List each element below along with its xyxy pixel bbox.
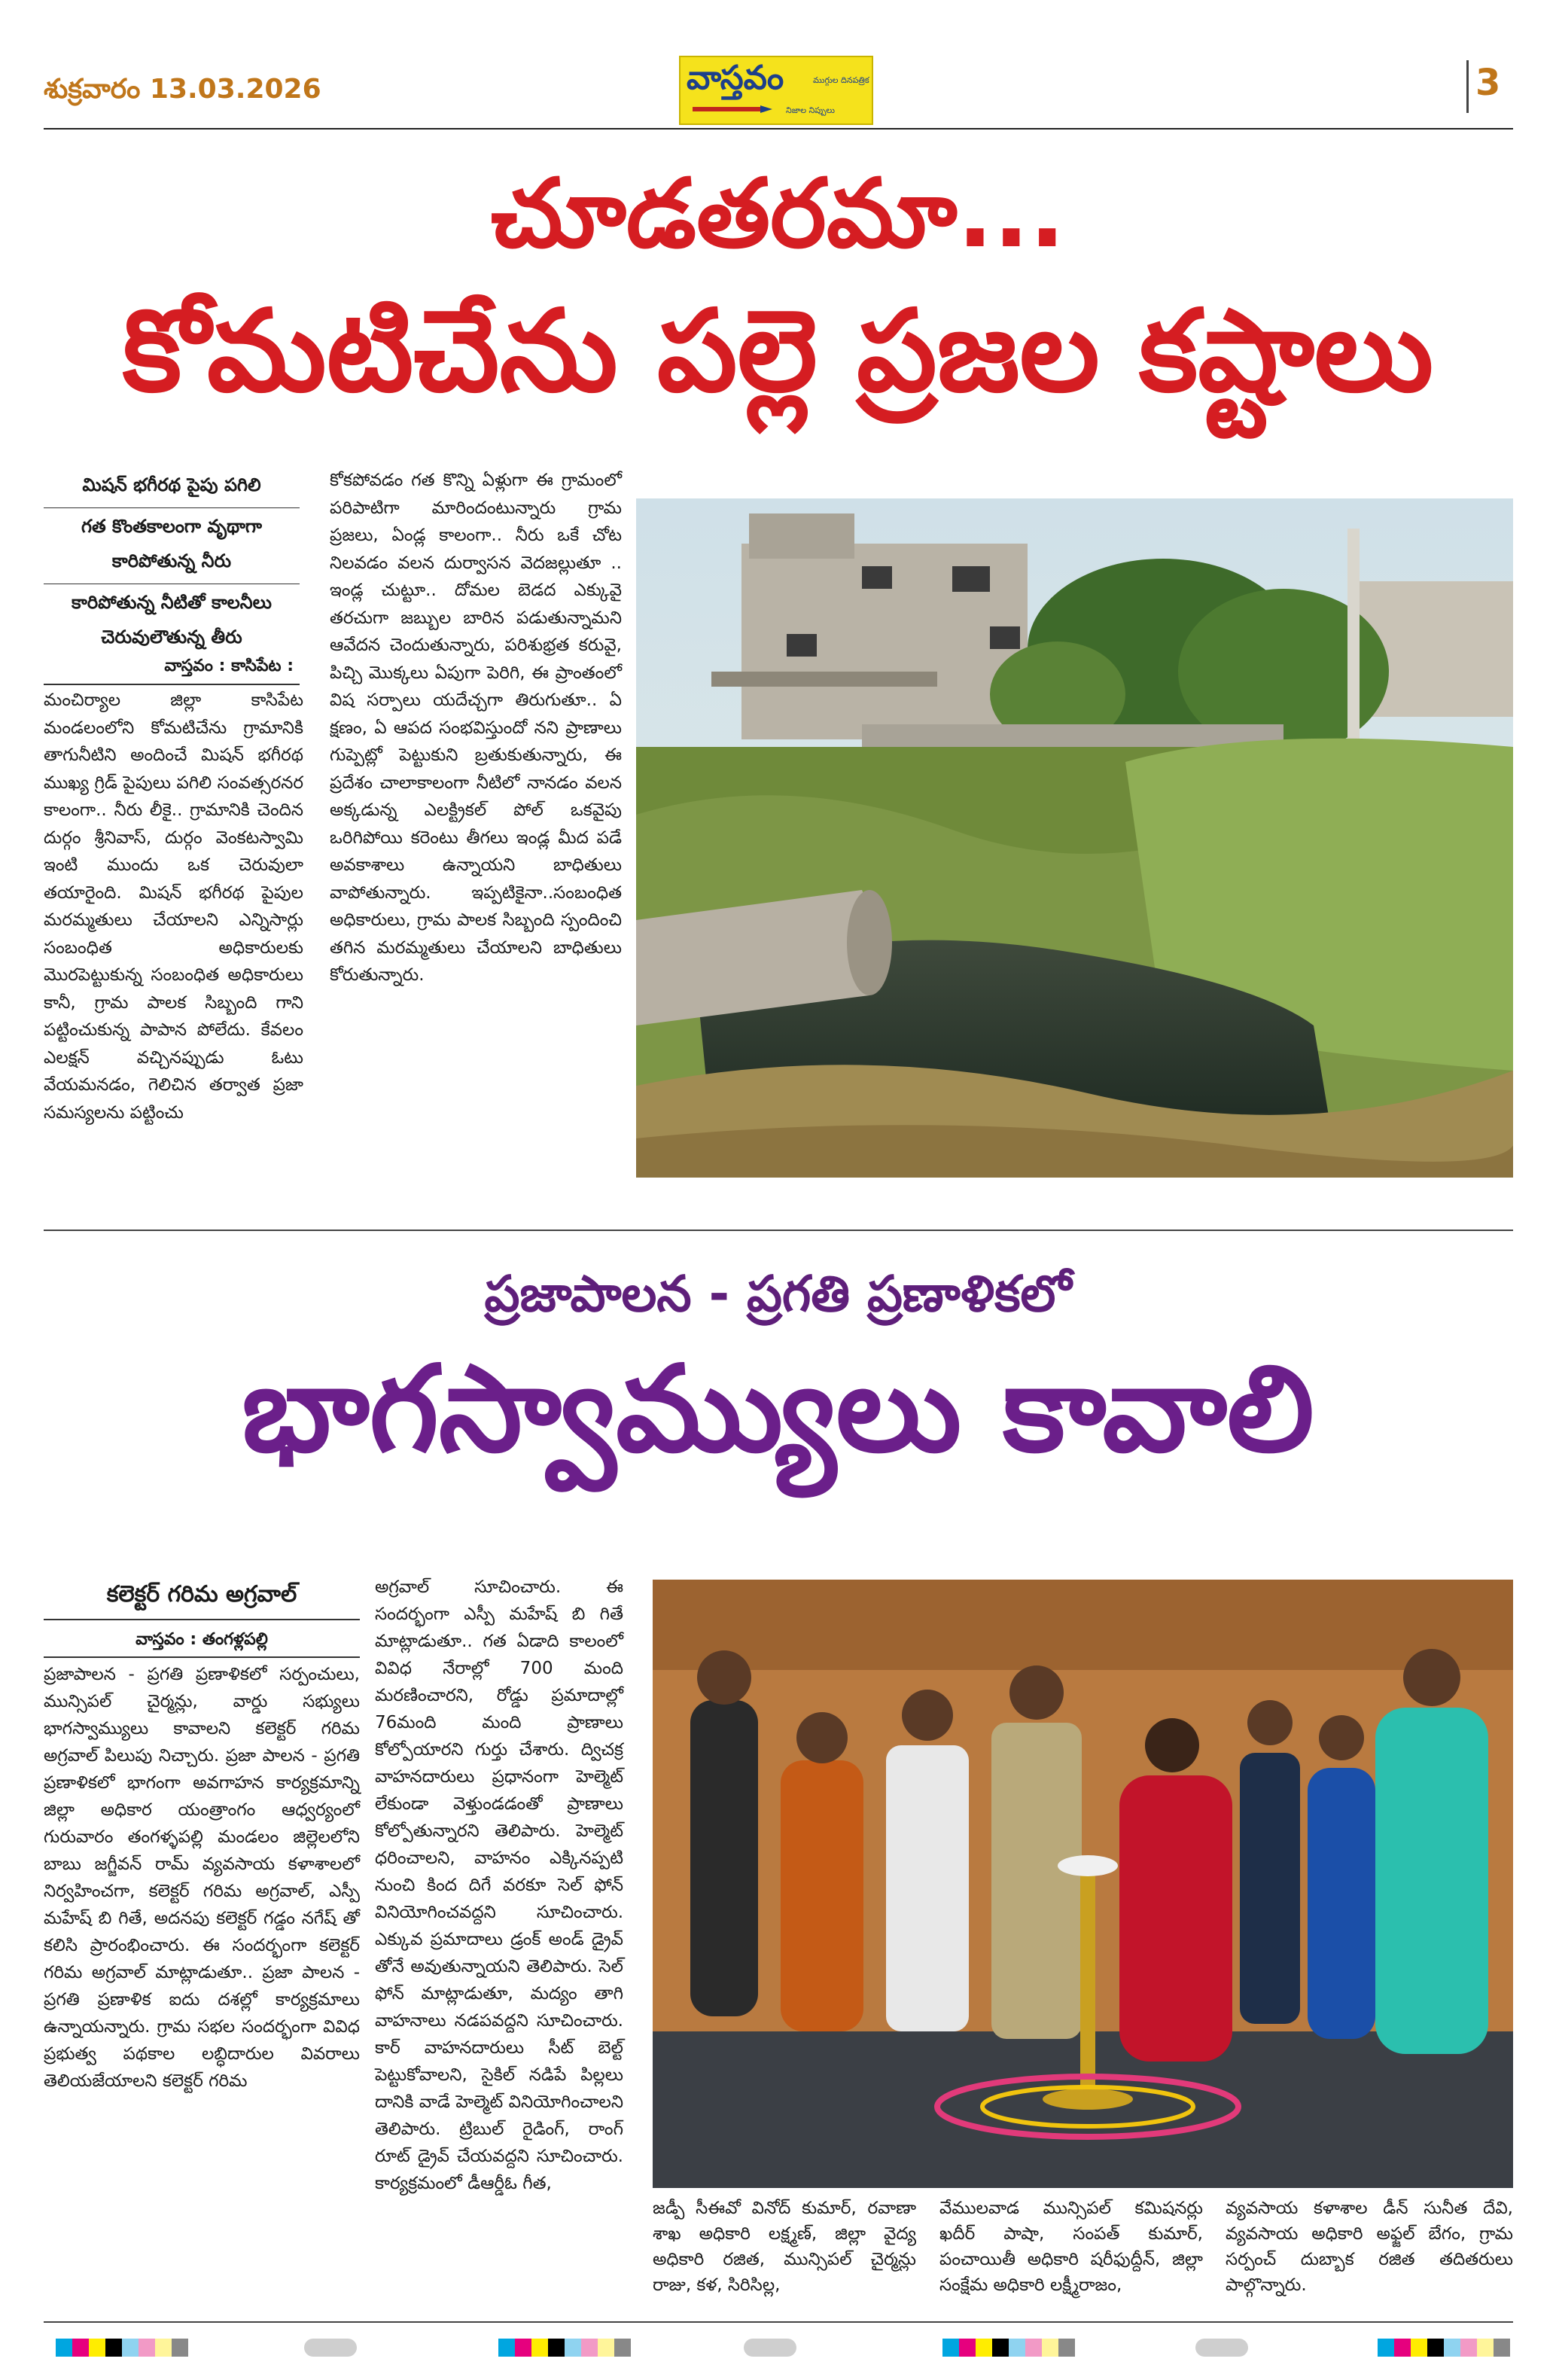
- masthead-title: వాస్తవం: [687, 59, 784, 97]
- article2-photo: [653, 1580, 1513, 2188]
- color-registration-bar: [56, 2339, 188, 2357]
- header-rule: [44, 128, 1513, 130]
- header-divider: [1466, 60, 1469, 113]
- masthead-tagline: ముగ్గుల దినపత్రిక: [813, 75, 869, 85]
- byline-rule: [44, 1656, 360, 1658]
- article1-dateline: వాస్తవం : కాసిపేట :: [164, 657, 294, 675]
- photo-caption-2: వేములవాడ మున్సిపల్ కమిషనర్లు ఖదీర్ పాషా, సంపత్ కుమార్, పంచాయితీ అధికారి షరీఫుద్దీన్, జిల్లా సంక్షేమ అధికారి లక్ష్మీరాజం,: [939, 2199, 1203, 2295]
- registration-mark: [1195, 2339, 1248, 2357]
- subhead-line: కారిపోతున్న నీరు: [44, 543, 300, 584]
- article2-kicker: ప్రజాపాలన - ప్రగతి ప్రణాళికలో: [484, 1265, 1072, 1323]
- issue-date: శుక్రవారం 13.03.2026: [44, 74, 321, 105]
- photo-caption-3: వ్యవసాయ కళాశాల డీన్ సునీత దేవి, వ్యవసాయ అధికారి అఫ్జల్ బేగం, గ్రామ సర్పంచ్ దుబ్బాక రజిత తదితరులు పాల్గొన్నారు.: [1226, 2199, 1513, 2295]
- article1-column2: కోకపోవడం గత కొన్ని ఏళ్లుగా ఈ గ్రామంలో పరిపాటిగా మారిందంటున్నారు గ్రామ ప్రజలు, ఏండ్ల కాలంగా.. నీరు ఒకే చోట నిలవడం వలన దుర్వాసన వెదజల్లుతూ .. ఇండ్ల చుట్టూ.. దోమల బెడద ఎక్కువై తరచుగా జబ్బుల బారిన పడుతున్నామని ఆవేదన చెందుతున్నారు, పరిశుభ్రత కరువై, పిచ్చి మొక్కలు ఏపుగా పెరిగి, ఈ ప్రాంతంలో విష సర్పాలు యదేచ్చగా తిరుగుతూ.. ఏ క్షణం, ఏ ఆపద సంభవిస్తుందో నని ప్రాణాలు గుప్పెట్లో పెట్టుకుని బ్రతుకుతున్నారు, ఈ ప్రదేశం చాలాకాలంగా నీటిలో నానడం వలన అక్కడున్న ఎలక్ట్రికల్ పోల్ ఒకవైపు ఒరిగిపోయి కరెంటు తీగలు ఇండ్ల మీద పడే అవకాశాలు ఉన్నాయని బాధితులు వాపోతున్నారు. ఇప్పటికైనా..సంబంధిత అధికారులు, గ్రామ పాలక సిబ్బంది స్పందించి తగిన మరమ్మతులు చేయాలని బాధితులు కోరుతున్నారు.: [330, 471, 622, 985]
- article1-photo: [636, 498, 1513, 1178]
- waterlogged-land-image: [636, 498, 1513, 1178]
- color-registration-bar: [1378, 2339, 1510, 2357]
- article1-headline-line1: చూడతరమా...: [490, 158, 1066, 269]
- masthead-logo: [679, 56, 873, 125]
- subhead-line: చెరువులౌతున్న తీరు: [101, 626, 242, 648]
- article2-column1: ప్రజాపాలన - ప్రగతి ప్రణాళికలో సర్పంచులు, మున్సిపల్ చైర్మన్లు, వార్డు సభ్యులు భాగస్వామ్యులు కావాలని కలెక్టర్ గరిమ అగ్రవాల్ పిలుపు నిచ్చారు. ప్రజా పాలన - ప్రగతి ప్రణాళికలో భాగంగా అవగాహన కార్యక్రమాన్ని జిల్లా అధికార యంత్రాంగం ఆధ్వర్యంలో గురువారం తంగళ్ళపల్లి మండలం జిల్లెలలోని బాబు జగ్జీవన్ రామ్ వ్యవసాయ కళాశాలలో నిర్వహించగా, కలెక్టర్ గరిమ అగ్రవాల్, ఎస్పీ మహేష్ బి గితే, అదనపు కలెక్టర్ గడ్డం నగేష్ తో కలిసి ప్రారంభించారు. ఈ సందర్భంగా కలెక్టర్ గరిమ అగ్రవాల్ మాట్లాడుతూ.. ప్రజా పాలన - ప్రగతి ప్రణాళిక ఐదు దశల్లో కార్యక్రమాలు ఉన్నాయన్నారు. గ్రామ సభల సందర్భంగా వివిధ ప్రభుత్వ పథకాల లబ్ధిదారుల వివరాలు తెలియజేయాలని కలెక్టర్ గరిమ: [44, 1665, 360, 2091]
- page-number: 3: [1475, 62, 1501, 104]
- article1-headline-line2: కోమటిచేను పల్లె ప్రజల కష్టాలు: [122, 286, 1434, 417]
- registration-mark: [304, 2339, 357, 2357]
- subhead-line: మిషన్ భగీరథ పైపు పగిలి: [44, 467, 300, 508]
- subhead-line: గత కొంతకాలంగా వృథాగా: [81, 516, 263, 537]
- photo-caption-1: జడ్పీ సీఈవో వినోద్ కుమార్, రవాణా శాఖ అధికారి లక్ష్మణ్, జిల్లా వైద్య అధికారి రజిత, మున్సిపల్ చైర్మన్లు రాజు, కళ, సిరిసిల్ల,: [653, 2199, 916, 2295]
- article1-subheads: [44, 467, 300, 660]
- footer-rule: [44, 2321, 1513, 2323]
- registration-mark: [744, 2339, 796, 2357]
- color-registration-bar: [942, 2339, 1075, 2357]
- masthead-pen-icon: [691, 98, 774, 120]
- lamp-lighting-event-image: [653, 1580, 1513, 2188]
- article2-byline: కలెక్టర్ గరిమ అగ్రవాల్: [44, 1581, 360, 1620]
- article1-column1: మంచిర్యాల జిల్లా కాసిపేట మండలంలోని కోమటిచేను గ్రామానికి తాగునీటిని అందించే మిషన్ భగీరథ ముఖ్య గ్రిడ్ పైపులు పగిలి సంవత్సరనర కాలంగా.. నీరు లీకై.. గ్రామానికి చెందిన దుర్గం శ్రీనివాస్, దుర్గం వెంకటస్వామి ఇంటి ముందు ఒక చెరువులా తయారైంది. మిషన్ భగీరథ పైపుల మరమ్మతులు చేయాలని ఎన్నిసార్లు సంబంధిత అధికారులకు మొరపెట్టుకున్న సంబంధిత అధికారులు కానీ, గ్రామ పాలక సిబ్బంది గాని పట్టించుకున్న పాపాన పోలేదు. కేవలం ఎలక్షన్ వచ్చినప్పుడు ఓటు వేయమనడం, గెలిచిన తర్వాత ప్రజా సమస్యలను పట్టించు: [44, 690, 303, 1123]
- article2-dateline: వాస్తవం : తంగళ్లపల్లి: [136, 1630, 268, 1649]
- subhead-line: కారిపోతున్న నీటితో కాలనీలు: [72, 592, 272, 613]
- color-registration-bar: [498, 2339, 631, 2357]
- article2-column2: అగ్రవాల్ సూచించారు. ఈ సందర్భంగా ఎస్పీ మహేష్ బి గితే మాట్లాడుతూ.. గత ఏడాది కాలంలో వివిధ నేరాల్లో 700 మంది మరణించారని, రోడ్డు ప్రమాదాల్లో 76మంది మంది ప్రాణాలు కోల్పోయారని గుర్తు చేశారు. ద్విచక్ర వాహనదారులు ప్రధానంగా హెల్మెట్ లేకుండా వెళ్తుండడంతో ప్రాణాలు కోల్పోతున్నారని తెలిపారు. హెల్మెట్ ధరించాలని, వాహనం ఎక్కినప్పటి నుంచి కింద దిగే వరకూ సెల్ ఫోన్ వినియోగించవద్దని సూచించారు. ఎక్కువ ప్రమాదాలు డ్రంక్ అండ్ డ్రైవ్ తోనే అవుతున్నాయని తెలిపారు. సెల్ ఫోన్ మాట్లాడుతూ, మద్యం తాగి వాహనాలు నడపవద్దని సూచించారు. కార్ వాహనదారులు సీట్ బెల్ట్ పెట్టుకోవాలని, సైకిల్ నడిపే పిల్లలు దానికి వాడే హెల్మెట్ వినియోగించాలని తెలిపారు. ట్రిబుల్ రైడింగ్, రాంగ్ రూట్ డ్రైవ్ చేయవద్దని సూచించారు. కార్యక్రమంలో డీఆర్డీఓ గీత,: [375, 1577, 623, 2193]
- article-separator: [44, 1230, 1513, 1231]
- article2-headline: భాగస్వామ్యులు కావాలి: [242, 1340, 1314, 1479]
- masthead-subtitle: నిజాల నిప్పులు: [786, 105, 835, 115]
- dateline-rule: [44, 684, 300, 685]
